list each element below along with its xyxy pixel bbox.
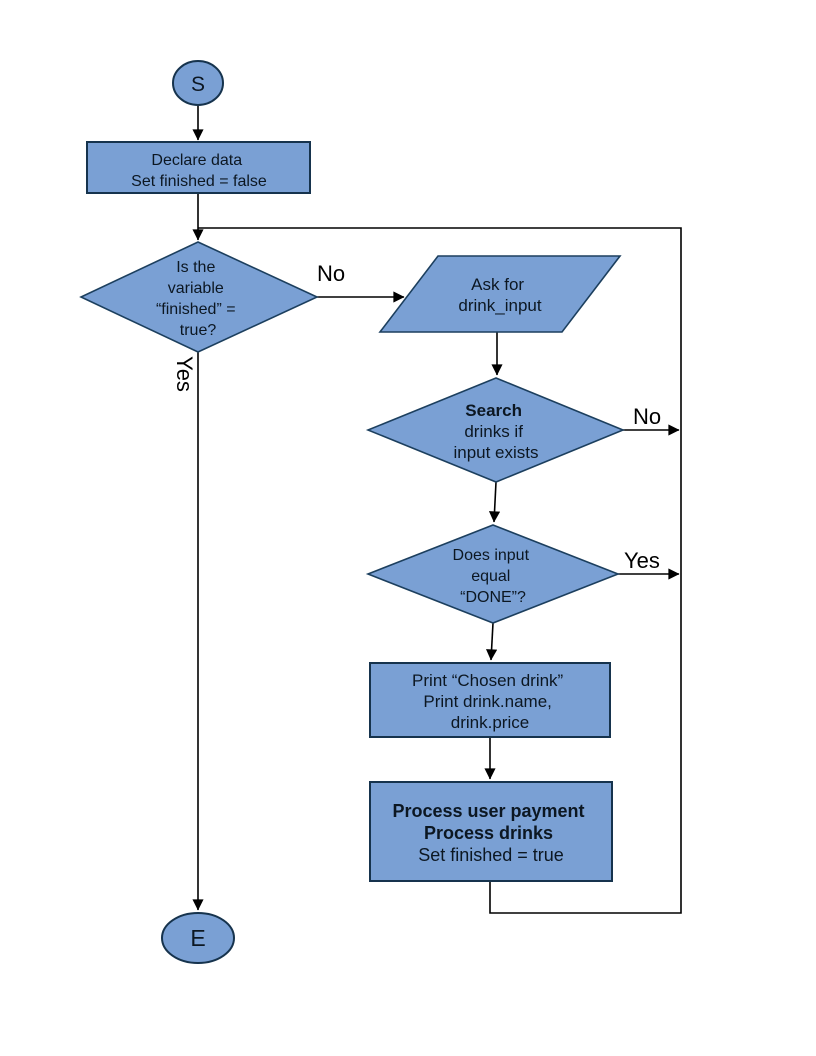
text-line: Ask for [471,275,525,294]
search-text [453,401,538,462]
text-line: “finished” = [155,301,236,318]
text-line: Print drink.name, [423,692,552,711]
finished-check-node [81,242,317,352]
edge-label-search-no: No [633,404,662,429]
end-label: E [190,925,206,951]
text-line: input exists [453,443,539,462]
edge-label-finished-no: No [317,261,346,286]
text-line: Print “Chosen drink” [412,671,564,690]
start-node [173,61,223,105]
search-node [368,378,623,482]
text-line: true? [179,322,217,339]
end-node [162,913,234,963]
text-line: equal [471,568,511,585]
text-line: Set finished = false [131,173,267,190]
text-line: drink_input [458,296,542,315]
text-line: “DONE”? [460,589,526,606]
text-line: Process drinks [423,823,554,843]
text-line: Does input [452,547,530,564]
text-line: Is the [176,259,216,276]
process-payment-node [370,782,612,881]
print-drink-node [370,663,610,737]
text-line: variable [167,280,224,297]
edge-label-finished-yes: Yes [172,356,197,392]
text-line: drink.price [450,713,530,732]
edge-search-done [494,482,496,522]
text-line: Set finished = true [418,845,564,865]
done-check-node [368,525,618,623]
text-line: Declare data [151,152,243,169]
ask-input-parallelogram [380,256,620,332]
text-line: drinks if [464,422,523,441]
edge-label-done-yes: Yes [624,548,660,573]
ask-input-node [380,256,620,332]
edge-done-print [491,623,493,660]
text-line: Search [465,401,522,420]
declare-node [87,142,310,193]
start-label: S [190,73,206,96]
text-line: Process user payment [392,801,585,821]
